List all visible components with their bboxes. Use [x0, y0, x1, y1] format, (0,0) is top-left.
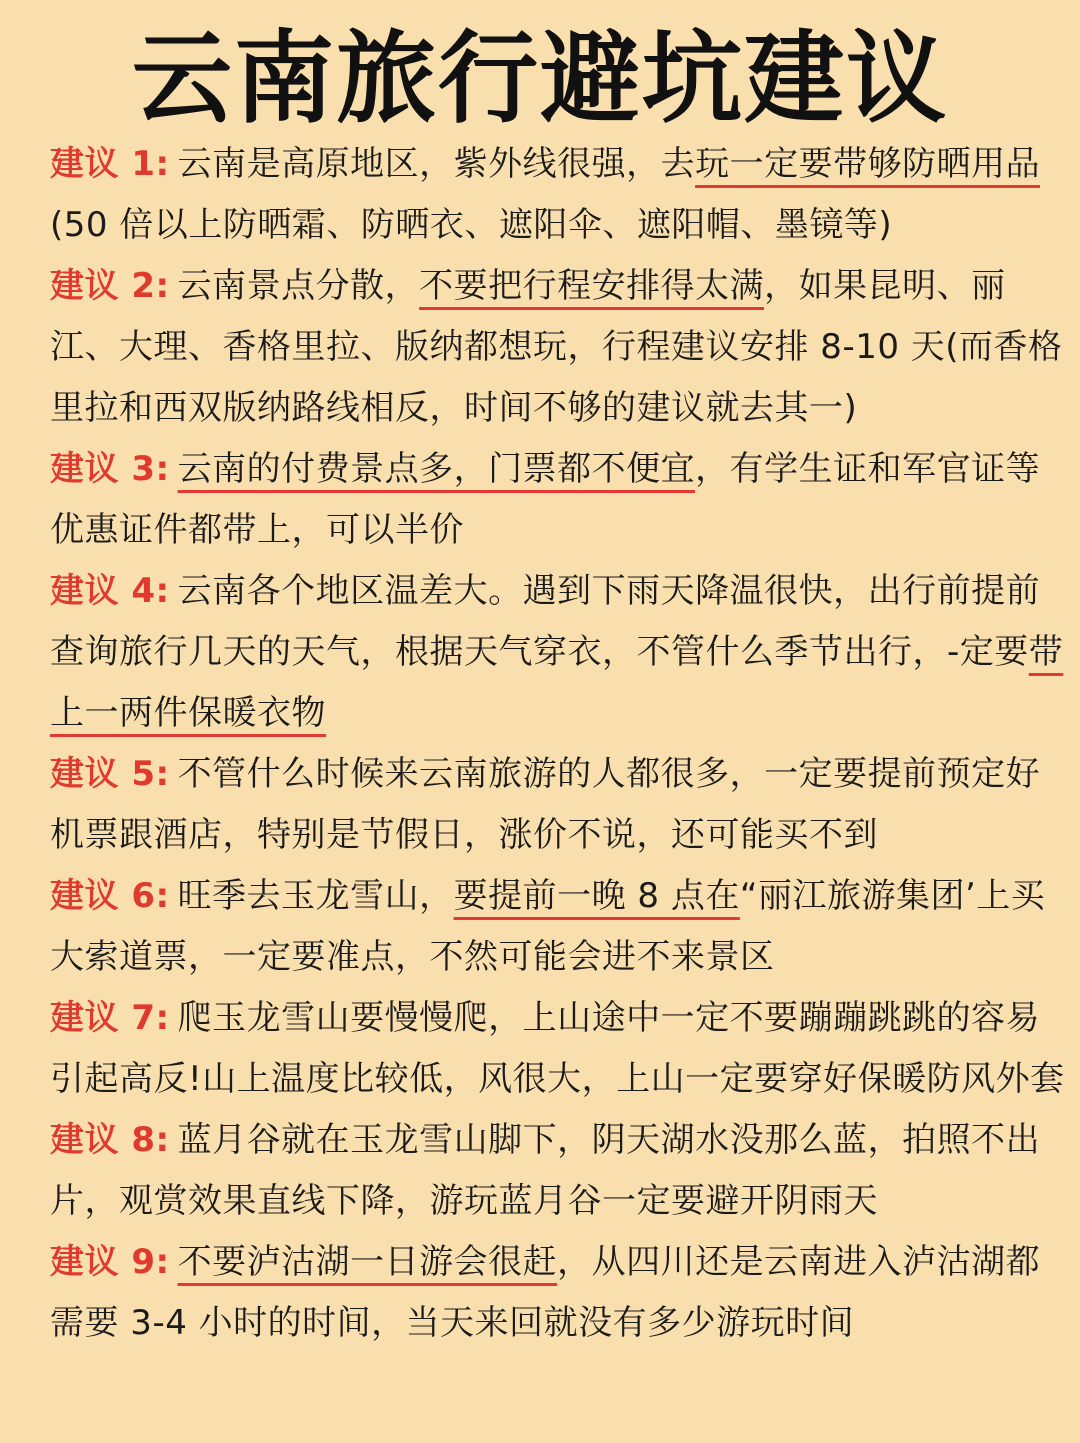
tip-label: 建议 3: [50, 449, 170, 489]
tip-label: 建议 2: [50, 266, 170, 306]
tip-text: 旺季去玉龙雪山， [177, 876, 454, 916]
tip-8 [50, 1110, 1074, 1232]
tip-9 [50, 1232, 1074, 1354]
tip-underlined-text: 玩一定要带够防晒用品 [695, 144, 1041, 184]
tip-text: 云南各个地区温差大。遇到下雨天降温很快，出行前提前查询旅行几天的天气，根据天气穿衣，不管什么季节出行，-定要 [50, 571, 1041, 672]
tip-text: 爬玉龙雪山要慢慢爬，上山途中一定不要蹦蹦跳跳的容易引起高反!山上温度比较低，风很大，上山一定要穿好保暖防风外套 [50, 998, 1065, 1099]
tip-label: 建议 9: [50, 1242, 170, 1282]
tip-underlined-text: 要提前一晚 8 点在 [453, 876, 740, 916]
tip-label: 建议 8: [50, 1120, 170, 1160]
tip-2 [50, 256, 1074, 439]
tip-text: 不管什么时候来云南旅游的人都很多，一定要提前预定好机票跟酒店，特别是节假日，涨价不说，还可能买不到 [50, 754, 1041, 855]
tip-text-continued: ，如果昆明、丽江、大理、香格里拉、版纳都想玩，行程建议安排 8-10 天(而香格里拉和西双版纳路线相反，时间不够的建议就去其一) [50, 266, 1063, 428]
tip-label: 建议 6: [50, 876, 170, 916]
tip-text-continued: ，从四川还是云南进入泸沽湖都需要 3-4 小时的时间，当天来回就没有多少游玩时间 [50, 1242, 1041, 1343]
tip-label: 建议 1: [50, 144, 170, 184]
tip-text: 蓝月谷就在玉龙雪山脚下，阴天湖水没那么蓝，拍照不出片，观赏效果直线下降，游玩蓝月谷一定要避开阴雨天 [50, 1120, 1041, 1221]
tip-text: 云南景点分散， [177, 266, 420, 306]
tip-underlined-text: 不要把行程安排得太满 [419, 266, 765, 306]
tips-list [50, 134, 1074, 1354]
tip-underlined-text: 带上一两件保暖衣物 [50, 632, 1064, 733]
page-title: 云南旅行避坑建议 [132, 20, 948, 137]
tip-1 [50, 134, 1074, 256]
tip-text: 云南是高原地区，紫外线很强，去 [177, 144, 696, 184]
tip-underlined-text: 不要泸沽湖一日游会很赶 [177, 1242, 558, 1282]
tip-7 [50, 988, 1074, 1110]
tip-5 [50, 744, 1074, 866]
tip-label: 建议 5: [50, 754, 170, 794]
tip-label: 建议 4: [50, 571, 170, 611]
tip-3 [50, 439, 1074, 561]
tip-text-continued: ，有学生证和军官证等优惠证件都带上，可以半价 [50, 449, 1041, 550]
tip-4 [50, 561, 1074, 744]
tip-text-continued: “丽江旅游集团’上买大索道票，一定要准点，不然可能会进不来景区 [50, 876, 1046, 977]
tip-6 [50, 866, 1074, 988]
tip-underlined-text: 云南的付费景点多，门票都不便宜 [177, 449, 696, 489]
tip-text-continued: (50 倍以上防晒霜、防晒衣、遮阳伞、遮阳帽、墨镜等) [50, 205, 893, 245]
tip-label: 建议 7: [50, 998, 170, 1038]
